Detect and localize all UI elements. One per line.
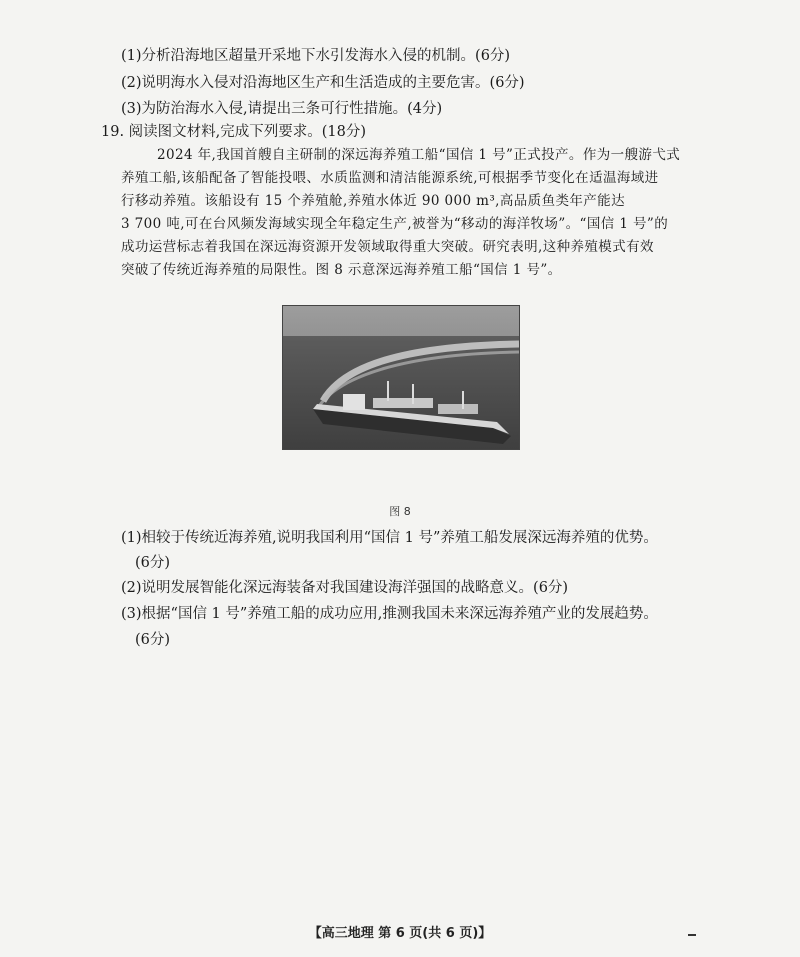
figure-caption: 图 8 (389, 505, 411, 518)
sub-question-1-score: (6分) (135, 555, 171, 571)
page-mark (688, 934, 696, 936)
prev-question-3: (3)为防治海水入侵,请提出三条可行性措施。(4分) (121, 101, 443, 117)
prev-question-2: (2)说明海水入侵对沿海地区生产和生活造成的主要危害。(6分) (121, 75, 525, 91)
page-footer: 【高三地理 第 6 页(共 6 页)】 (308, 926, 492, 941)
sub-question-3: (3)根据“国信 1 号”养殖工船的成功应用,推测我国未来深远海养殖产业的发展趋势。 (121, 606, 658, 622)
prev-question-1: (1)分析沿海地区超量开采地下水引发海水入侵的机制。(6分) (121, 48, 511, 64)
sub-question-3-score: (6分) (135, 632, 171, 648)
passage-line-2: 养殖工船,该船配备了智能投喂、水质监测和清洁能源系统,可根据季节变化在适温海域进 (121, 170, 659, 186)
passage-line-6: 突破了传统近海养殖的局限性。图 8 示意深远海养殖工船“国信 1 号”。 (121, 262, 562, 278)
sub-question-2: (2)说明发展智能化深远海装备对我国建设海洋强国的战略意义。(6分) (121, 580, 569, 596)
passage-line-4: 3 700 吨,可在台风频发海域实现全年稳定生产,被誉为“移动的海洋牧场”。“国信 1 号”的 (121, 216, 669, 232)
passage-line-3: 行移动养殖。该船设有 15 个养殖舱,养殖水体近 90 000 m³,高品质鱼类年产能达 (121, 193, 625, 209)
question-19-title: 19. 阅读图文材料,完成下列要求。(18分) (101, 124, 367, 140)
passage-line-1: 2024 年,我国首艘自主研制的深远海养殖工船“国信 1 号”正式投产。作为一艘游弋式 (157, 147, 681, 163)
passage-line-5: 成功运营标志着我国在深远海资源开发领域取得重大突破。研究表明,这种养殖模式有效 (121, 239, 654, 255)
sub-question-1: (1)相较于传统近海养殖,说明我国利用“国信 1 号”养殖工船发展深远海养殖的优势。 (121, 530, 658, 546)
ship-photo (282, 305, 520, 450)
